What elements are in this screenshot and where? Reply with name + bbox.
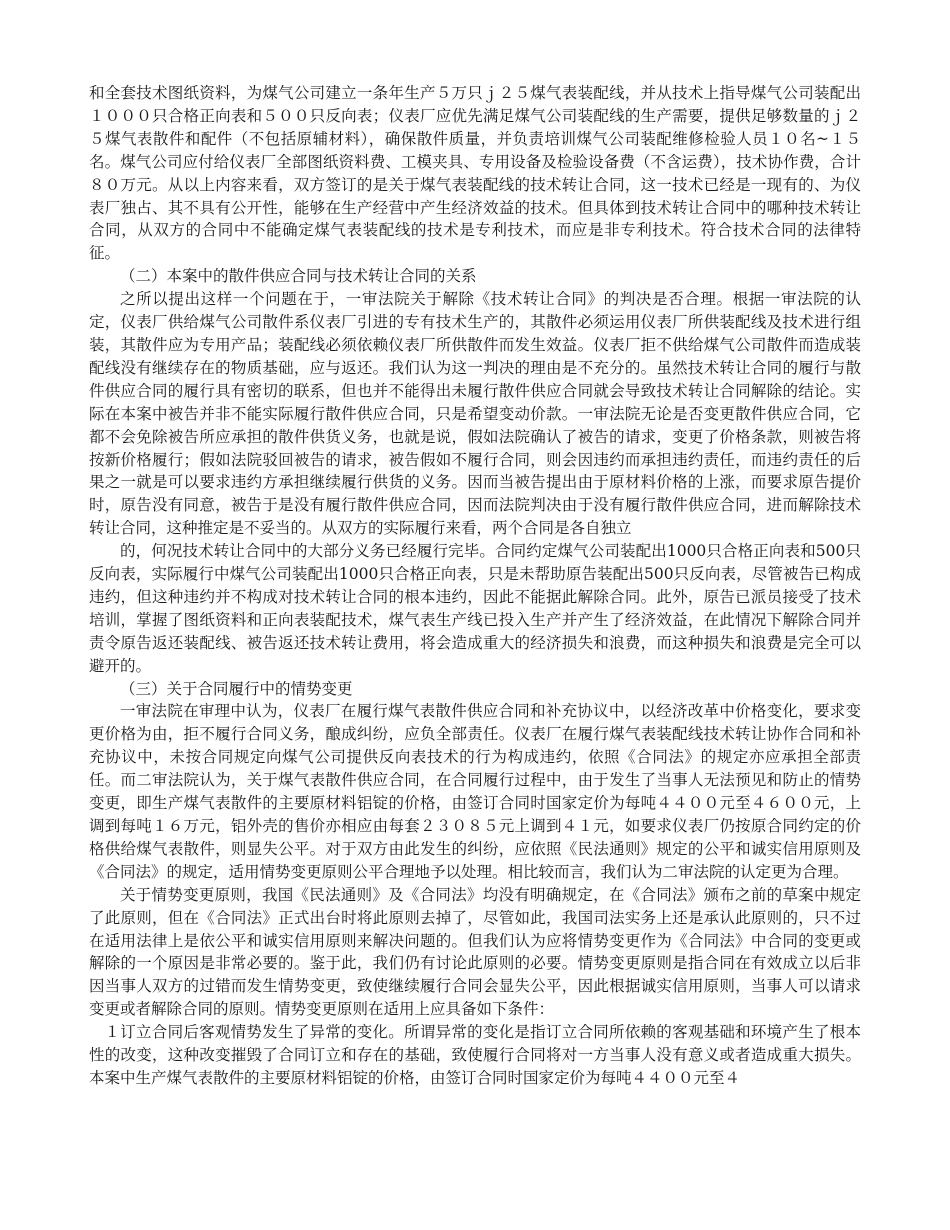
paragraph: １订立合同后客观情势发生了异常的变化。所谓异常的变化是指订立合同所依赖的客观基础和环境产生了根本性的改变，这种改变摧毁了合同订立和存在的基础，致使履行合同将对一方当事人没有意义或者造成重大损失。本案中生产煤气表散件的主要原材料铝锭的价格，由签订合同时国家定价为每吨４４００元至４ — [89, 1023, 861, 1087]
paragraph-continued: 和全套技术图纸资料，为煤气公司建立一条年生产５万只ｊ２５煤气表装配线，并从技术上指导煤气公司装配出１０００只合格正向表和５００只反向表；仪表厂应优先满足煤气公司装配线的生产需要，提供足够数量的ｊ２５煤气表散件和配件（不包括原辅材料），确保散件质量，并负责培训煤气公司装配维修检验人员１０名~１５名。煤气公司应付给仪表厂全部图纸资料费、工模夹具、专用设备及检验设备费（不含运费），技术协作费，合计８０万元。从以上内容来看，双方签订的是关于煤气表装配线的技术转让合同，这一技术已经是一现有的、为仪表厂独占、其不具有公开性，能够在生产经营中产生经济效益的技术。但具体到技术转让合同中的哪种技术转让合同，从双方的合同中不能确定煤气表装配线的技术是专利技术，而应是非专利技术。符合技术合同的法律特征。 — [89, 84, 861, 263]
section-heading-3: （三）关于合同履行中的情势变更 — [120, 679, 353, 698]
section-heading-2: （二）本案中的散件供应合同与技术转让合同的关系 — [120, 267, 477, 286]
paragraph: 关于情势变更原则，我国《民法通则》及《合同法》均没有明确规定，在《合同法》颁布之前的草案中规定了此原则，但在《合同法》正式出台时将此原则去掉了，尽管如此，我国司法实务上还是承认此原则的，只不过在适用法律上是依公平和诚实信用原则来解决问题的。但我们认为应将情势变更作为《合同法》中合同的变更或解除的一个原因是非常必要的。鉴于此，我们仍有讨论此原则的必要。情势变更原则是指合同在有效成立以后非因当事人双方的过错而发生情势变更，致使继续履行合同会显失公平，因此根据诚实信用原则，当事人可以请求变更或者解除合同的原则。情势变更原则在适用上应具备如下条件： — [89, 885, 861, 1019]
paragraph: 之所以提出这样一个问题在于，一审法院关于解除《技术转让合同》的判决是否合理。根据一审法院的认定，仪表厂供给煤气公司散件系仪表厂引进的专有技术生产的，其散件必须运用仪表厂所供装配线及技术进行组装，其散件应为专用产品；装配线必须依赖仪表厂所供散件而发生效益。仪表厂拒不供给煤气公司散件而造成装配线没有继续存在的物质基础，应与返还。我们认为这一判决的理由是不充分的。虽然技术转让合同的履行与散件供应合同的履行具有密切的联系，但也并不能得出未履行散件供应合同就会导致技术转让合同解除的结论。实际在本案中被告并非不能实际履行散件供应合同，只是希望变动价款。一审法院无论是否变更散件供应合同，它都不会免除被告所应承担的散件供货义务，也就是说，假如法院确认了被告的请求，变更了价格条款，则被告将按新价格履行；假如法院驳回被告的请求，被告假如不履行合同，则会因违约而承担违约责任，而违约责任的后果之一就是可以要求违约方承担继续履行供货的义务。因而当被告提出由于原材料价格的上涨，而要求原告提价时，原告没有同意，被告于是没有履行散件供应合同，因而法院判决由于没有履行散件供应合同，进而解除技术转让合同，这种推定是不妥当的。从双方的实际履行来看，两个合同是各自独立 — [89, 290, 861, 538]
document-body — [89, 82, 861, 1090]
paragraph: 的，何况技术转让合同中的大部分义务已经履行完毕。合同约定煤气公司装配出1000只合格正向表和500只反向表，实际履行中煤气公司装配出1000只合格正向表，只是未帮助原告装配出500只反向表，尽管被告已构成违约，但这种违约并不构成对技术转让合同的根本违约，因此不能据此解除合同。此外，原告已派员接受了技术培训，掌握了图纸资料和正向表装配技术，煤气表生产线已投入生产并产生了经济效益，在此情况下解除合同并责令原告返还装配线、被告返还技术转让费用，将会造成重大的经济损失和浪费，而这种损失和浪费是完全可以避开的。 — [89, 542, 861, 675]
paragraph: 一审法院在审理中认为，仪表厂在履行煤气表散件供应合同和补充协议中，以经济改革中价格变化，要求变更价格为由，拒不履行合同义务，酿成纠纷，应负全部责任。仪表厂在履行煤气表装配线技术转让协作合同和补充协议中，未按合同规定向煤气公司提供反向表技术的行为构成违约，依照《合同法》的规定亦应承担全部责任。而二审法院认为，关于煤气表散件供应合同，在合同履行过程中，由于发生了当事人无法预见和防止的情势变更，即生产煤气表散件的主要原材料铝锭的价格，由签订合同时国家定价为每吨４４００元至４６００元，上调到每吨１６万元，铝外壳的售价亦相应由每套２３０８５元上调到４１元，如要求仪表厂仍按原合同约定的价格供给煤气表散件，则显失公平。对于双方由此发生的纠纷，应依照《民法通则》规定的公平和诚实信用原则及《合同法》的规定，适用情势变更原则公平合理地予以处理。相比较而言，我们认为二审法院的认定更为合理。 — [89, 702, 861, 881]
